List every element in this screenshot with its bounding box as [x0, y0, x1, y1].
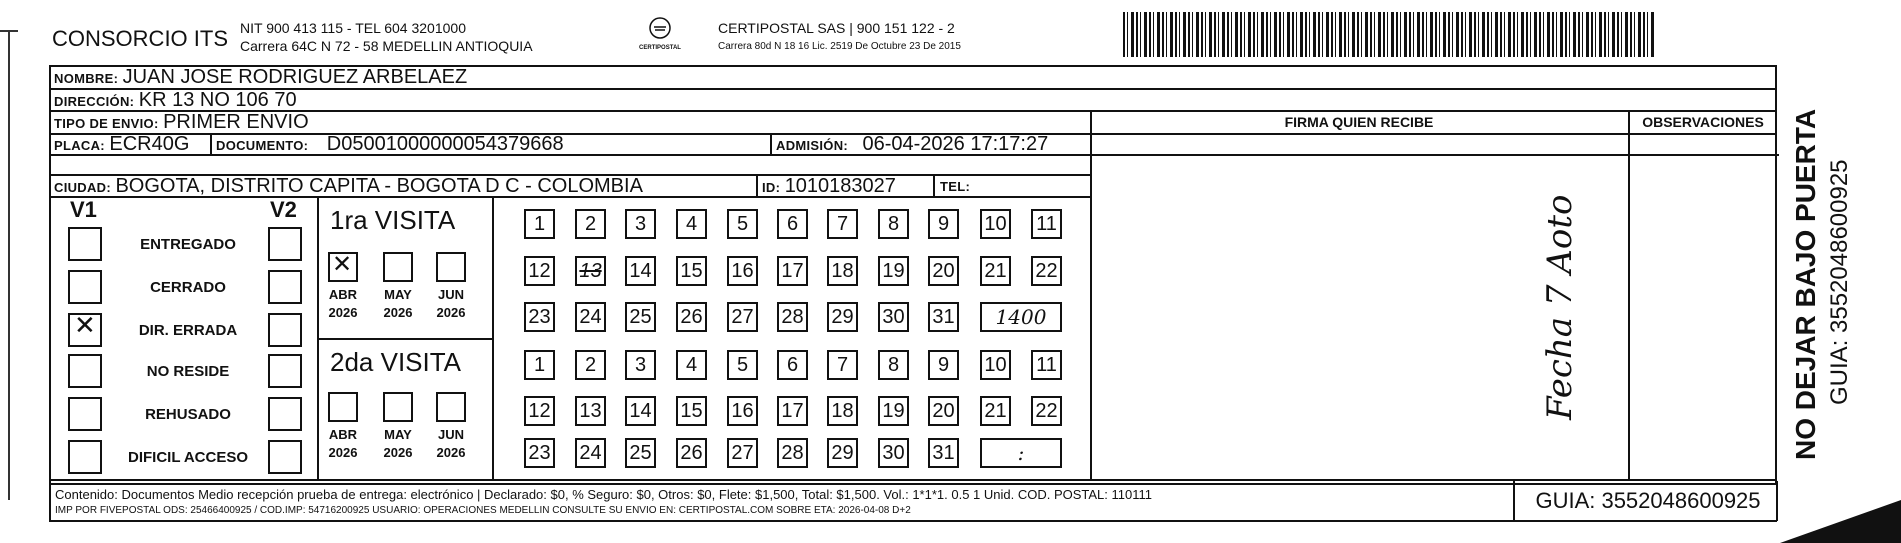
month-name: ABR [328, 427, 358, 442]
day-box[interactable]: 15 [676, 396, 707, 426]
day-box[interactable]: 4 [676, 350, 707, 380]
observaciones-label: OBSERVACIONES [1642, 114, 1764, 130]
checkbox-mark-icon: ✕ [332, 250, 353, 278]
day-box[interactable]: 23 [524, 302, 555, 332]
day-box[interactable]: 9 [928, 350, 959, 380]
placa-value: ECR40G [109, 133, 190, 155]
footer-left [49, 481, 51, 521]
month-label [373, 426, 423, 462]
placa-label: PLACA: [54, 138, 105, 153]
month-year: 2026 [383, 445, 413, 460]
row-divider [317, 338, 492, 340]
v1-checkbox[interactable] [68, 313, 102, 347]
day-box[interactable]: 31 [928, 302, 959, 332]
day-box[interactable]: 20 [928, 256, 959, 286]
ciudad-value: BOGOTA, DISTRITO CAPITA - BOGOTA D C - COLOMBIA [115, 175, 643, 197]
id-value: 1010183027 [784, 175, 896, 197]
day-box[interactable]: 12 [524, 256, 555, 286]
v2-checkbox[interactable] [268, 354, 302, 388]
day-box[interactable]: 18 [827, 396, 858, 426]
day-box[interactable]: 26 [676, 302, 707, 332]
day-box[interactable]: 11 [1031, 350, 1062, 380]
ciudad-field [54, 175, 643, 198]
month-divider [492, 196, 494, 479]
day-box[interactable]: 13 [575, 396, 606, 426]
direccion-value: KR 13 NO 106 70 [138, 89, 297, 111]
status-label: NO RESIDE [146, 363, 230, 380]
tipo-label: TIPO DE ENVIO: [54, 116, 159, 131]
v2-checkbox[interactable] [268, 270, 302, 304]
day-box[interactable]: 27 [727, 438, 758, 468]
certi-line1: CERTIPOSTAL SAS | 900 151 122 - 2 [718, 20, 955, 36]
status-label: CERRADO [150, 279, 226, 296]
month-name: MAY [384, 427, 412, 442]
day-box[interactable]: 16 [727, 256, 758, 286]
month-name: JUN [437, 427, 464, 442]
status-label: DIFICIL ACCESO [127, 449, 248, 466]
side-text-warning: NO DEJAR BAJO PUERTA [1790, 108, 1821, 460]
footer-guia: GUIA: 3552048600925 [1535, 488, 1761, 513]
day-box[interactable]: 24 [575, 302, 606, 332]
day-box[interactable]: 28 [777, 302, 808, 332]
footer-line2: IMP POR FIVEPOSTAL ODS: 25466400925 / COD.IMP: 54716200925 USUARIO: OPERACIONES MEDELLIN CONSULTE SU ENVIO EN: CERTIPOSTAL.COM SOBRE ETA: 2026-04-08 D+2 [55, 505, 911, 516]
placa-divider [210, 133, 212, 154]
month-label [318, 426, 368, 462]
day-box[interactable]: 1 [524, 350, 555, 380]
tipo-value: PRIMER ENVIO [163, 111, 309, 133]
certi-line2: Carrera 80d N 18 16 Lic. 2519 De Octubre 23 De 2015 [718, 41, 961, 52]
month-checkbox[interactable] [436, 252, 466, 282]
month-checkbox[interactable] [436, 392, 466, 422]
obs-divider [1628, 110, 1630, 480]
day-box[interactable]: 10 [980, 209, 1011, 239]
tel-label: TEL: [940, 179, 971, 194]
month-year: 2026 [328, 305, 358, 320]
day-box[interactable]: 7 [827, 350, 858, 380]
day-box[interactable]: 19 [878, 396, 909, 426]
documento-label: DOCUMENTO: [216, 138, 309, 153]
v1-checkbox[interactable] [68, 397, 102, 431]
month-year: 2026 [436, 445, 466, 460]
day-box[interactable]: 17 [777, 396, 808, 426]
day-box[interactable]: 9 [928, 209, 959, 239]
footer-divider [49, 479, 1777, 481]
month-year: 2026 [328, 445, 358, 460]
day-box[interactable]: 8 [878, 209, 909, 239]
v1-checkbox[interactable] [68, 440, 102, 474]
day-box[interactable]: 14 [625, 396, 656, 426]
day-box[interactable]: 6 [777, 209, 808, 239]
v1-checkbox[interactable] [68, 354, 102, 388]
day-box[interactable]: 22 [1031, 256, 1062, 286]
status-label: DIR. ERRADA [138, 322, 238, 339]
day-box[interactable]: 6 [777, 350, 808, 380]
day-box[interactable]: 27 [727, 302, 758, 332]
day-box[interactable]: 22 [1031, 396, 1062, 426]
day-box[interactable]: 5 [727, 350, 758, 380]
direccion-row [54, 89, 297, 112]
day-box[interactable]: 26 [676, 438, 707, 468]
month-name: MAY [384, 287, 412, 302]
torn-corner [1780, 500, 1901, 543]
day-box[interactable]: 1 [524, 209, 555, 239]
month-year: 2026 [383, 305, 413, 320]
admision-field [776, 133, 1048, 156]
day-box[interactable]: 14 [625, 256, 656, 286]
day-box[interactable]: 21 [980, 256, 1011, 286]
observaciones-handwriting: Fecha 7 Aoto [1540, 194, 1580, 420]
month-label [426, 426, 476, 462]
v2-checkbox[interactable] [268, 440, 302, 474]
checkbox-mark-icon: ✕ [74, 311, 96, 341]
nombre-label: NOMBRE: [54, 71, 119, 86]
v1-label: V1 [70, 197, 97, 222]
status-label: ENTREGADO [140, 236, 236, 253]
day-box[interactable]: 28 [777, 438, 808, 468]
certipostal-logo [632, 16, 688, 56]
firma-label: FIRMA QUIEN RECIBE [1284, 114, 1434, 130]
admision-value: 06-04-2026 17:17:27 [862, 133, 1049, 155]
side-text-guia: GUIA: 3552048600925 [1826, 159, 1853, 405]
nit-line: NIT 900 413 115 - TEL 604 3201000 [240, 20, 466, 36]
documento-value: D05001000000054379668 [326, 133, 564, 155]
tipo-row [54, 111, 309, 134]
month-label [373, 286, 423, 322]
month-year: 2026 [436, 305, 466, 320]
id-label: ID: [762, 180, 781, 195]
nombre-value: JUAN JOSE RODRIGUEZ ARBELAEZ [122, 66, 468, 88]
day-box[interactable]: 21 [980, 396, 1011, 426]
month-name: JUN [437, 287, 464, 302]
footer-guia-divider [1513, 481, 1515, 521]
day-box[interactable]: 30 [878, 438, 909, 468]
day-box[interactable]: 19 [878, 256, 909, 286]
admision-label: ADMISIÓN: [776, 138, 849, 153]
id-divider [756, 174, 758, 196]
day-box[interactable]: 13 [575, 256, 606, 286]
time-box[interactable]: : [980, 438, 1062, 468]
day-box[interactable]: 23 [524, 438, 555, 468]
ciudad-label: CIUDAD: [54, 180, 111, 195]
v2-label: V2 [270, 197, 297, 222]
day-box[interactable]: 10 [980, 350, 1011, 380]
direccion-label: DIRECCIÓN: [54, 94, 135, 109]
v1-checkbox[interactable] [68, 227, 102, 261]
day-box[interactable]: 8 [878, 350, 909, 380]
day-box[interactable]: 30 [878, 302, 909, 332]
month-checkbox[interactable] [383, 392, 413, 422]
day-box[interactable]: 31 [928, 438, 959, 468]
v2-checkbox[interactable] [268, 227, 302, 261]
month-name: ABR [328, 287, 358, 302]
documento-field [216, 133, 564, 156]
day-box[interactable]: 25 [625, 302, 656, 332]
day-box[interactable]: 2 [575, 209, 606, 239]
footer-right [1776, 481, 1778, 521]
day-box[interactable]: 29 [827, 438, 858, 468]
company-name: CONSORCIO ITS [52, 26, 229, 51]
placa-field [54, 133, 189, 156]
day-box[interactable]: 18 [827, 256, 858, 286]
day-box[interactable]: 4 [676, 209, 707, 239]
day-box[interactable]: 7 [827, 209, 858, 239]
day-box[interactable]: 5 [727, 209, 758, 239]
month-checkbox[interactable] [328, 252, 358, 282]
day-box[interactable]: 29 [827, 302, 858, 332]
day-box[interactable]: 3 [625, 350, 656, 380]
v2-checkbox[interactable] [268, 397, 302, 431]
id-field [762, 175, 896, 198]
barcode [1123, 12, 1656, 57]
tel-divider [933, 174, 935, 196]
logo-icon [648, 16, 672, 40]
month-checkbox[interactable] [328, 392, 358, 422]
firma-divider [1090, 110, 1092, 480]
day-box[interactable]: 16 [727, 396, 758, 426]
day-box[interactable]: 12 [524, 396, 555, 426]
month-label [318, 286, 368, 322]
visita1-title: 1ra VISITA [330, 205, 456, 235]
day-box[interactable]: 2 [575, 350, 606, 380]
left-edge-line [8, 30, 10, 500]
logo-text: CERTIPOSTAL [639, 45, 681, 51]
day-box[interactable]: 15 [676, 256, 707, 286]
day-box[interactable]: 17 [777, 256, 808, 286]
day-box[interactable]: 3 [625, 209, 656, 239]
time-box[interactable]: 1400 [980, 302, 1062, 332]
month-label [426, 286, 476, 322]
visita2-title: 2da VISITA [330, 347, 462, 377]
day-box[interactable]: 11 [1031, 209, 1062, 239]
month-checkbox[interactable] [383, 252, 413, 282]
day-box[interactable]: 20 [928, 396, 959, 426]
nombre-row [54, 66, 467, 89]
v2-checkbox[interactable] [268, 313, 302, 347]
left-edge-tick [0, 30, 18, 32]
day-box[interactable]: 25 [625, 438, 656, 468]
day-box[interactable]: 24 [575, 438, 606, 468]
status-label: REHUSADO [145, 406, 231, 423]
footer-line1: Contenido: Documentos Medio recepción prueba de entrega: electrónico | Declarado: $0, % Seguro: $0, Otros: $0, Flete: $1,500, Total: $1,500. Vol.: 1*1*1. 0.5 1 Unid. COD. POSTAL: 110111 [55, 487, 1152, 502]
admision-divider [770, 133, 772, 154]
footer-bottom [49, 520, 1777, 522]
tel-field [940, 178, 970, 196]
v1-checkbox[interactable] [68, 270, 102, 304]
address-line: Carrera 64C N 72 - 58 MEDELLIN ANTIOQUIA [240, 38, 533, 54]
